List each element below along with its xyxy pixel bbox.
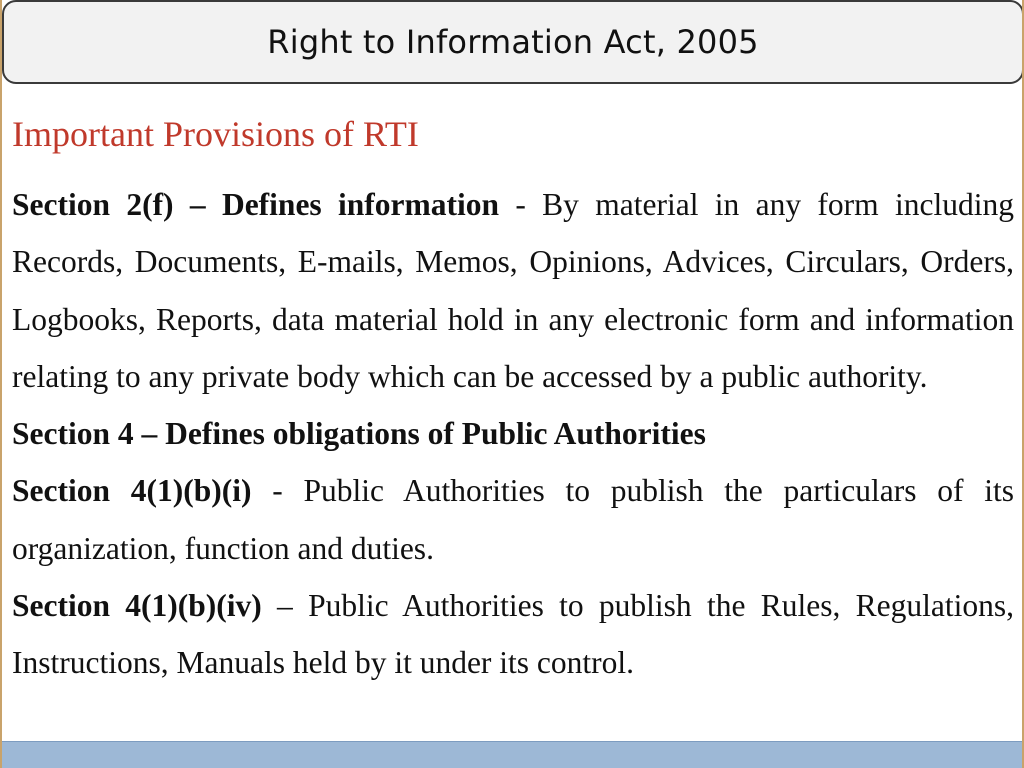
slide-subtitle: Important Provisions of RTI bbox=[12, 114, 419, 154]
provision-section-4-1-b-iv bbox=[12, 577, 1014, 692]
provision-section-2f bbox=[12, 176, 1014, 405]
provision-heading: Section 4(1)(b)(i) bbox=[12, 473, 252, 509]
provision-text: By material in any form including Records, Documents, E-mails, Memos, Opinions, Advices, Circulars, Orders, Logbooks, Reports, data material hold in any electronic form and information relating to any private body which can be accessed by a public authority. bbox=[12, 187, 1014, 394]
slide-title: Right to Information Act, 2005 bbox=[267, 23, 759, 61]
provision-section-4-1-b-i bbox=[12, 462, 1014, 577]
footer-bar bbox=[2, 741, 1024, 768]
provision-heading: Section 2(f) – Defines information bbox=[12, 187, 500, 222]
provision-heading: Section 4 – Defines obligations of Public Authorities bbox=[12, 416, 706, 452]
provision-heading: Section 4(1)(b)(iv) bbox=[12, 588, 262, 624]
provision-text: Public Authorities to publish the particulars of its organization, function and duties. bbox=[12, 473, 1014, 566]
provision-separator: – bbox=[261, 588, 309, 624]
provision-separator: - bbox=[251, 473, 304, 509]
provision-section-4 bbox=[12, 405, 1014, 462]
provision-text: Public Authorities to publish the Rules, Regulations, Instructions, Manuals held by it under its control. bbox=[12, 588, 1014, 681]
provisions-list bbox=[12, 176, 1014, 692]
title-banner bbox=[2, 0, 1024, 84]
provision-separator: - bbox=[499, 187, 543, 222]
